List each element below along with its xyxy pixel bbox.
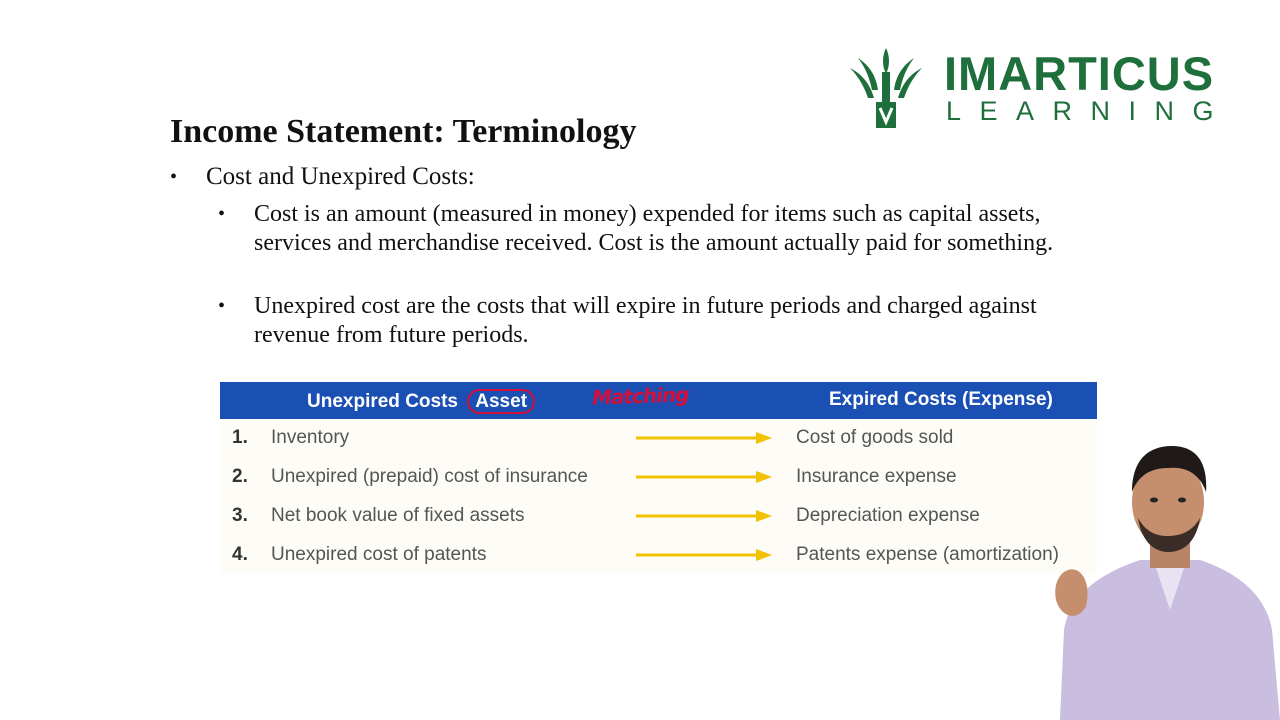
costs-table [220, 382, 1097, 574]
table-row [220, 536, 1097, 575]
table-header [220, 382, 1097, 419]
bullet-dot-icon: • [218, 203, 226, 225]
logo-wordmark: IMARTICUS [944, 47, 1215, 100]
imarticus-logo [848, 46, 1238, 132]
bullet-dot-icon: • [170, 166, 178, 188]
sub-bullet-text: Cost is an amount (measured in money) expended for items such as capital assets, services and merchandise received. Cost is the amount actually paid for something. [254, 201, 1054, 256]
table-row [220, 458, 1097, 497]
row-unexpired-item: Unexpired (prepaid) cost of insurance [271, 466, 588, 487]
arrow-right-icon [636, 470, 772, 484]
bullet-main-text: Cost and Unexpired Costs: [206, 163, 475, 190]
slide-title: Income Statement: Terminology [170, 113, 637, 150]
row-unexpired-item: Net book value of fixed assets [271, 505, 525, 526]
row-unexpired-item: Unexpired cost of patents [271, 544, 487, 565]
row-unexpired-item: Inventory [271, 427, 350, 448]
wheat-logo-icon [848, 46, 924, 130]
row-number: 3. [232, 505, 248, 526]
table-row [220, 419, 1097, 458]
arrow-right-icon [636, 509, 772, 523]
row-expense-item: Depreciation expense [796, 505, 980, 526]
sub-bullet-text: Unexpired cost are the costs that will expire in future periods and charged against revenue from future periods. [254, 293, 1037, 348]
header-expired-costs: Expired Costs (Expense) [829, 389, 1053, 410]
row-number: 4. [232, 544, 248, 565]
row-number: 1. [232, 427, 248, 448]
header-left-label: Unexpired Costs [307, 391, 458, 412]
table-body [220, 419, 1097, 574]
row-expense-item: Patents expense (amortization) [796, 544, 1059, 565]
bullet-dot-icon: • [218, 295, 226, 317]
header-unexpired-costs [307, 389, 535, 414]
header-asset-circled: Asset [467, 389, 535, 414]
row-number: 2. [232, 466, 248, 487]
arrow-right-icon [636, 431, 772, 445]
handwritten-annotation: Matching [591, 382, 689, 410]
logo-subtitle: LEARNING [946, 96, 1233, 126]
arrow-right-icon [636, 548, 772, 562]
presenter-video [1050, 440, 1280, 720]
row-expense-item: Cost of goods sold [796, 427, 954, 448]
table-row [220, 497, 1097, 536]
row-expense-item: Insurance expense [796, 466, 957, 487]
